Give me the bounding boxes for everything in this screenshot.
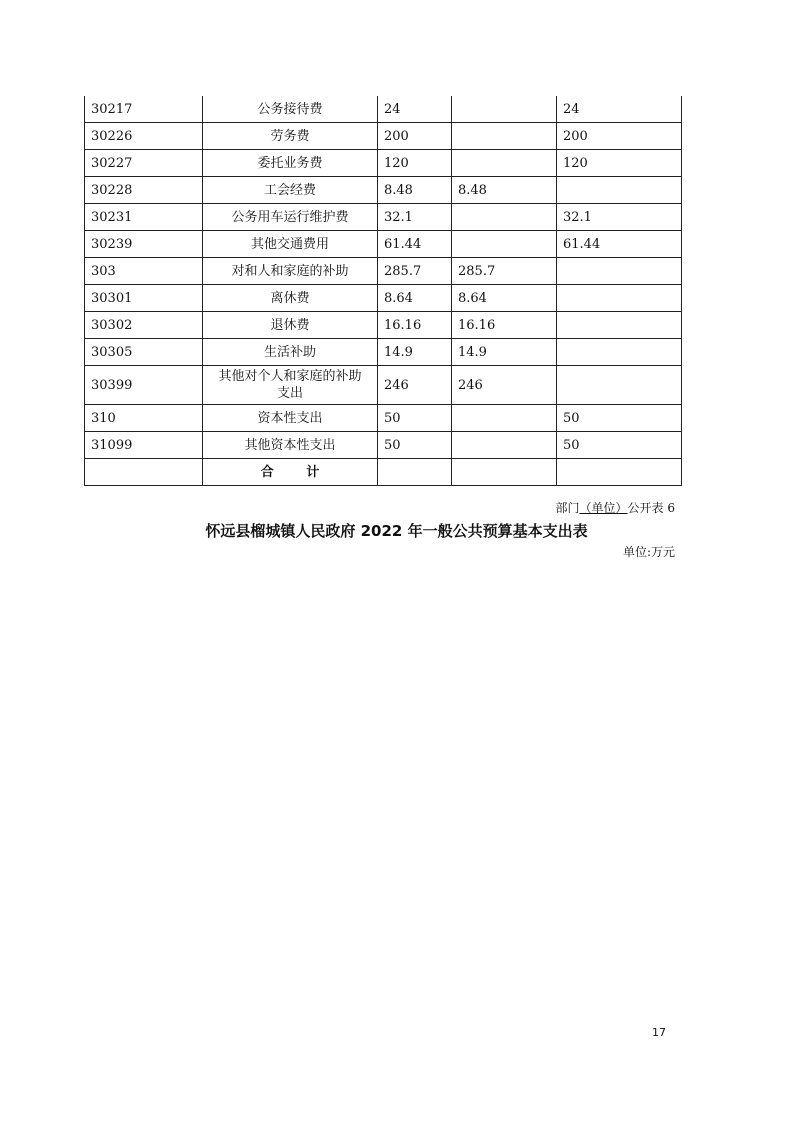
total-cell [557,459,682,486]
cell-code: 30231 [85,204,203,231]
cell-basic [452,231,557,258]
cell-code: 30301 [85,285,203,312]
cell-code: 30217 [85,96,203,123]
cell-basic [452,123,557,150]
table-row [85,150,682,177]
cell-public: 50 [557,405,682,432]
cell-total: 8.64 [378,285,452,312]
total-cell [452,459,557,486]
cell-total: 246 [378,366,452,405]
cell-public: 200 [557,123,682,150]
table-row [85,204,682,231]
table-row [85,312,682,339]
cell-basic: 14.9 [452,339,557,366]
cell-name: 退休费 [203,312,378,339]
cell-total: 120 [378,150,452,177]
cell-code: 31099 [85,432,203,459]
cell-basic [452,150,557,177]
cell-total: 8.48 [378,177,452,204]
cell-name: 其他对个人和家庭的补助支出 [203,366,378,405]
cell-code: 30302 [85,312,203,339]
unit-label: 单位:万元 [622,545,675,559]
note-prefix: 部门 [555,501,580,515]
table-row [85,231,682,258]
page-number: 17 [652,1026,666,1039]
cell-name: 对和人和家庭的补助 [203,258,378,285]
cell-total: 14.9 [378,339,452,366]
total-row [85,459,682,486]
cell-public: 61.44 [557,231,682,258]
cell-name: 劳务费 [203,123,378,150]
cell-basic: 285.7 [452,258,557,285]
cell-basic: 8.48 [452,177,557,204]
cell-public: 120 [557,150,682,177]
cell-basic: 246 [452,366,557,405]
budget-table [84,96,682,486]
total-cell [378,459,452,486]
cell-name: 公务用车运行维护费 [203,204,378,231]
table-row [85,339,682,366]
cell-code: 30226 [85,123,203,150]
cell-public [557,312,682,339]
cell-name: 其他资本性支出 [203,432,378,459]
cell-public: 32.1 [557,204,682,231]
cell-total: 24 [378,96,452,123]
table-row [85,177,682,204]
cell-total: 32.1 [378,204,452,231]
cell-basic: 16.16 [452,312,557,339]
note-suffix: 公开表 6 [627,501,675,515]
cell-name: 工会经费 [203,177,378,204]
table-row [85,366,682,405]
cell-name: 其他交通费用 [203,231,378,258]
cell-total: 50 [378,432,452,459]
cell-basic [452,405,557,432]
cell-code: 30305 [85,339,203,366]
total-label: 合 计 [203,459,378,486]
cell-public [557,177,682,204]
document-title: 怀远县榴城镇人民政府 2022 年一般公共预算基本支出表 [205,522,588,540]
cell-code: 30399 [85,366,203,405]
table-row [85,96,682,123]
cell-total: 61.44 [378,231,452,258]
note-unit: （单位） [579,501,628,515]
table-body [85,96,682,486]
cell-basic [452,204,557,231]
cell-public [557,258,682,285]
cell-code: 30228 [85,177,203,204]
table-row [85,123,682,150]
table-row [85,258,682,285]
table-row [85,285,682,312]
cell-total: 200 [378,123,452,150]
cell-public [557,339,682,366]
form-note [556,499,675,516]
cell-code: 303 [85,258,203,285]
table-row [85,432,682,459]
cell-public: 50 [557,432,682,459]
cell-code: 310 [85,405,203,432]
cell-public [557,285,682,312]
cell-total: 16.16 [378,312,452,339]
cell-total: 285.7 [378,258,452,285]
cell-name: 委托业务费 [203,150,378,177]
cell-name: 离休费 [203,285,378,312]
cell-name: 资本性支出 [203,405,378,432]
cell-total: 50 [378,405,452,432]
cell-code: 30239 [85,231,203,258]
cell-basic [452,432,557,459]
cell-name: 公务接待费 [203,96,378,123]
cell-name: 生活补助 [203,339,378,366]
cell-basic [452,96,557,123]
cell-public: 24 [557,96,682,123]
cell-basic: 8.64 [452,285,557,312]
cell-public [557,366,682,405]
total-cell [85,459,203,486]
table-row [85,405,682,432]
cell-code: 30227 [85,150,203,177]
